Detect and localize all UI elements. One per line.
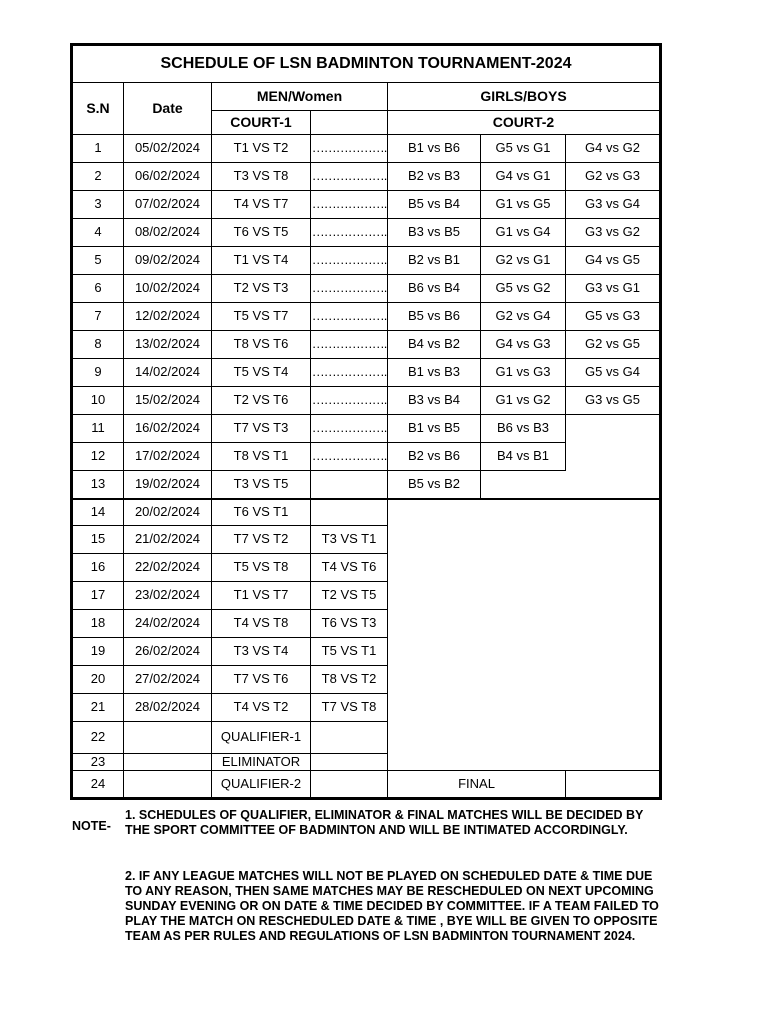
date-cell: 21/02/2024 (124, 526, 212, 554)
table-row (72, 443, 661, 471)
empty-cell (566, 582, 661, 610)
date-cell: 20/02/2024 (124, 499, 212, 526)
court1-extra-cell: ………………. (311, 191, 388, 219)
empty-cell (566, 754, 661, 771)
table-row (72, 359, 661, 387)
empty-cell (566, 526, 661, 554)
empty-cell (388, 610, 481, 638)
boys-match-cell: B2 vs B3 (388, 163, 481, 191)
table-row (72, 771, 661, 799)
empty-cell (566, 694, 661, 722)
final-blank-cell (566, 771, 661, 799)
court1-match-cell: T7 VS T6 (212, 666, 311, 694)
table-row (72, 163, 661, 191)
table-row (72, 191, 661, 219)
men-women-header: MEN/Women (212, 83, 388, 111)
note-2: 2. IF ANY LEAGUE MATCHES WILL NOT BE PLAYED ON SCHEDULED DATE & TIME DUE TO ANY REASON, THEN SAME MATCHES MAY BE RESCHEDULED ON NEXT UPCOMING SUNDAY EVENING OR ON DATE & TIME DECIDED BY COMMITTEE. IF A TEAM FAILED TO PLAY THE MATCH ON RESCHEDULED DATE & TIME , BYE WILL BE GIVEN TO OPPOSITE TEAM AS PER RULES AND REGULATIONS OF LSN BADMINTON TOURNAMENT 2024. (125, 869, 659, 943)
date-cell: 24/02/2024 (124, 610, 212, 638)
sn-cell: 5 (72, 247, 124, 275)
date-cell: 23/02/2024 (124, 582, 212, 610)
table-row (72, 387, 661, 415)
girls-match-cell-2: G5 vs G3 (566, 303, 661, 331)
date-cell: 10/02/2024 (124, 275, 212, 303)
empty-cell (388, 554, 481, 582)
empty-cell (481, 526, 566, 554)
court1-extra-cell: T6 VS T3 (311, 610, 388, 638)
boys-match-cell: B2 vs B6 (388, 443, 481, 471)
court1-match-cell: T7 VS T2 (212, 526, 311, 554)
girls-match-cell-2: G3 vs G4 (566, 191, 661, 219)
court1-match-cell: T2 VS T6 (212, 387, 311, 415)
court1-match-cell: T4 VS T8 (212, 610, 311, 638)
empty-cell (481, 754, 566, 771)
table-row (72, 722, 661, 754)
court1-extra-cell: T4 VS T6 (311, 554, 388, 582)
court1-match-cell: T1 VS T7 (212, 582, 311, 610)
empty-cell (481, 722, 566, 754)
date-cell: 19/02/2024 (124, 471, 212, 499)
boys-match-cell: B5 vs B4 (388, 191, 481, 219)
table-row (72, 610, 661, 638)
girls-match-cell-1: G4 vs G3 (481, 331, 566, 359)
girls-match-cell-2: G2 vs G3 (566, 163, 661, 191)
empty-cell (481, 499, 566, 526)
empty-cell (388, 526, 481, 554)
sn-cell: 7 (72, 303, 124, 331)
date-cell: 26/02/2024 (124, 638, 212, 666)
date-cell: 13/02/2024 (124, 331, 212, 359)
sn-cell: 22 (72, 722, 124, 754)
empty-cell (388, 499, 481, 526)
court1-extra-cell: ………………. (311, 359, 388, 387)
table-row (72, 499, 661, 526)
court1-extra-cell (311, 754, 388, 771)
court1-extra-cell: T3 VS T1 (311, 526, 388, 554)
sn-cell: 3 (72, 191, 124, 219)
girls-match-cell-1: G2 vs G4 (481, 303, 566, 331)
court1-extra-cell: ………………. (311, 163, 388, 191)
girls-match-cell-2: G5 vs G4 (566, 359, 661, 387)
boys-match-cell: B6 vs B4 (388, 275, 481, 303)
table-row (72, 554, 661, 582)
court2-header: COURT-2 (388, 111, 661, 135)
girls-match-cell-1: B6 vs B3 (481, 415, 566, 443)
empty-cell (566, 554, 661, 582)
sn-cell: 11 (72, 415, 124, 443)
sn-cell: 4 (72, 219, 124, 247)
date-cell (124, 754, 212, 771)
girls-boys-header: GIRLS/BOYS (388, 83, 661, 111)
empty-cell (388, 582, 481, 610)
girls-match-cell-2: G4 vs G2 (566, 135, 661, 163)
girls-match-cell-1: G5 vs G2 (481, 275, 566, 303)
empty-cell (481, 666, 566, 694)
table-row (72, 331, 661, 359)
court1-extra-cell: ………………. (311, 387, 388, 415)
sn-cell: 20 (72, 666, 124, 694)
girls-match-cell-2: G2 vs G5 (566, 331, 661, 359)
date-cell: 07/02/2024 (124, 191, 212, 219)
empty-cell (481, 694, 566, 722)
court1-extra-cell: ………………. (311, 331, 388, 359)
empty-cell (388, 666, 481, 694)
court1-match-cell: T3 VS T5 (212, 471, 311, 499)
empty-cell (388, 754, 481, 771)
date-cell: 14/02/2024 (124, 359, 212, 387)
sn-cell: 19 (72, 638, 124, 666)
girls-match-cell-2: G3 vs G1 (566, 275, 661, 303)
date-cell: 09/02/2024 (124, 247, 212, 275)
boys-match-cell: B1 vs B6 (388, 135, 481, 163)
girls-match-cell-1: G4 vs G1 (481, 163, 566, 191)
empty-cell (388, 722, 481, 754)
boys-match-cell: B3 vs B5 (388, 219, 481, 247)
table-row (72, 638, 661, 666)
court1-extra-cell (311, 499, 388, 526)
court1-match-cell: T5 VS T8 (212, 554, 311, 582)
date-cell: 17/02/2024 (124, 443, 212, 471)
girls-match-cell-2: G3 vs G2 (566, 219, 661, 247)
court1-extra-cell: ………………. (311, 443, 388, 471)
sn-cell: 9 (72, 359, 124, 387)
sn-cell: 15 (72, 526, 124, 554)
boys-match-cell: B2 vs B1 (388, 247, 481, 275)
court1-match-cell: T2 VS T3 (212, 275, 311, 303)
sn-cell: 12 (72, 443, 124, 471)
table-title: SCHEDULE OF LSN BADMINTON TOURNAMENT-2024 (72, 45, 661, 83)
court1-match-cell: QUALIFIER-1 (212, 722, 311, 754)
note-1: 1. SCHEDULES OF QUALIFIER, ELIMINATOR & FINAL MATCHES WILL BE DECIDED BY THE SPORT COMMITTEE OF BADMINTON AND WILL BE INTIMATED ACCORDINGLY. (125, 808, 644, 837)
table-row (72, 526, 661, 554)
date-cell: 27/02/2024 (124, 666, 212, 694)
court1-extra-cell: T7 VS T8 (311, 694, 388, 722)
sn-cell: 8 (72, 331, 124, 359)
court1-match-cell: T6 VS T1 (212, 499, 311, 526)
court1-extra-cell: ………………. (311, 415, 388, 443)
court1-match-cell: T8 VS T6 (212, 331, 311, 359)
court1-extra-cell: T8 VS T2 (311, 666, 388, 694)
sn-cell: 13 (72, 471, 124, 499)
sn-cell: 18 (72, 610, 124, 638)
court1-match-cell: T7 VS T3 (212, 415, 311, 443)
table-row (72, 415, 661, 443)
boys-match-cell: B1 vs B3 (388, 359, 481, 387)
empty-cell (481, 638, 566, 666)
table-row (72, 219, 661, 247)
empty-cell (566, 722, 661, 754)
boys-match-cell: B5 vs B6 (388, 303, 481, 331)
empty-cell (481, 582, 566, 610)
boys-match-cell: B3 vs B4 (388, 387, 481, 415)
sn-header: S.N (72, 83, 124, 135)
sn-cell: 23 (72, 754, 124, 771)
date-cell: 28/02/2024 (124, 694, 212, 722)
court1-extra-cell: ………………. (311, 303, 388, 331)
court1-match-cell: T3 VS T8 (212, 163, 311, 191)
table-row (72, 666, 661, 694)
date-cell: 16/02/2024 (124, 415, 212, 443)
court1-header: COURT-1 (212, 111, 311, 135)
empty-cell (481, 554, 566, 582)
girls-match-cell-1: G1 vs G5 (481, 191, 566, 219)
date-cell: 06/02/2024 (124, 163, 212, 191)
date-cell: 08/02/2024 (124, 219, 212, 247)
court1-match-cell: T3 VS T4 (212, 638, 311, 666)
court1-extra-cell: ………………. (311, 275, 388, 303)
girls-match-cell-1: G5 vs G1 (481, 135, 566, 163)
court1-extra-cell: ………………. (311, 247, 388, 275)
empty-cell (566, 415, 661, 443)
empty-cell (566, 610, 661, 638)
girls-match-cell-1: G1 vs G2 (481, 387, 566, 415)
sn-cell: 6 (72, 275, 124, 303)
empty-cell (566, 471, 661, 499)
table-row (72, 303, 661, 331)
final-cell: FINAL (388, 771, 566, 799)
court1-extra-cell: T2 VS T5 (311, 582, 388, 610)
table-row (72, 135, 661, 163)
table-row (72, 275, 661, 303)
empty-cell (566, 666, 661, 694)
court1-extra-cell (311, 771, 388, 799)
girls-match-cell-2: G4 vs G5 (566, 247, 661, 275)
date-header: Date (124, 83, 212, 135)
court1-match-cell: QUALIFIER-2 (212, 771, 311, 799)
girls-match-cell-1: G1 vs G4 (481, 219, 566, 247)
girls-match-cell-1: B4 vs B1 (481, 443, 566, 471)
empty-cell (566, 443, 661, 471)
boys-match-cell: B4 vs B2 (388, 331, 481, 359)
sn-cell: 16 (72, 554, 124, 582)
boys-match-cell: B5 vs B2 (388, 471, 481, 499)
sn-cell: 24 (72, 771, 124, 799)
boys-match-cell: B1 vs B5 (388, 415, 481, 443)
court1-extra-cell: T5 VS T1 (311, 638, 388, 666)
court1-match-cell: T6 VS T5 (212, 219, 311, 247)
court1-match-cell: T1 VS T4 (212, 247, 311, 275)
court1-match-cell: T5 VS T7 (212, 303, 311, 331)
court1-match-cell: T8 VS T1 (212, 443, 311, 471)
date-cell: 15/02/2024 (124, 387, 212, 415)
empty-cell (566, 638, 661, 666)
table-row (72, 247, 661, 275)
court1-extra-cell (311, 471, 388, 499)
empty-cell (481, 471, 566, 499)
sn-cell: 21 (72, 694, 124, 722)
sn-cell: 2 (72, 163, 124, 191)
girls-match-cell-2: G3 vs G5 (566, 387, 661, 415)
court1-extra-cell: ………………. (311, 135, 388, 163)
sn-cell: 17 (72, 582, 124, 610)
sn-cell: 14 (72, 499, 124, 526)
table-row (72, 471, 661, 499)
sn-cell: 1 (72, 135, 124, 163)
date-cell (124, 722, 212, 754)
table-row (72, 694, 661, 722)
court1-extra-cell (311, 722, 388, 754)
date-cell: 05/02/2024 (124, 135, 212, 163)
table-row (72, 582, 661, 610)
note-label: NOTE- (72, 819, 111, 833)
date-cell: 22/02/2024 (124, 554, 212, 582)
girls-match-cell-1: G2 vs G1 (481, 247, 566, 275)
schedule-table (70, 43, 662, 800)
empty-cell (388, 638, 481, 666)
empty-cell (481, 610, 566, 638)
date-cell (124, 771, 212, 799)
court1-match-cell: T5 VS T4 (212, 359, 311, 387)
court1-match-cell: T1 VS T2 (212, 135, 311, 163)
girls-match-cell-1: G1 vs G3 (481, 359, 566, 387)
court1-header-spacer (311, 111, 388, 135)
empty-cell (566, 499, 661, 526)
sn-cell: 10 (72, 387, 124, 415)
court1-match-cell: T4 VS T2 (212, 694, 311, 722)
empty-cell (388, 694, 481, 722)
court1-match-cell: T4 VS T7 (212, 191, 311, 219)
date-cell: 12/02/2024 (124, 303, 212, 331)
court1-match-cell: ELIMINATOR (212, 754, 311, 771)
court1-extra-cell: ………………. (311, 219, 388, 247)
table-row (72, 754, 661, 771)
